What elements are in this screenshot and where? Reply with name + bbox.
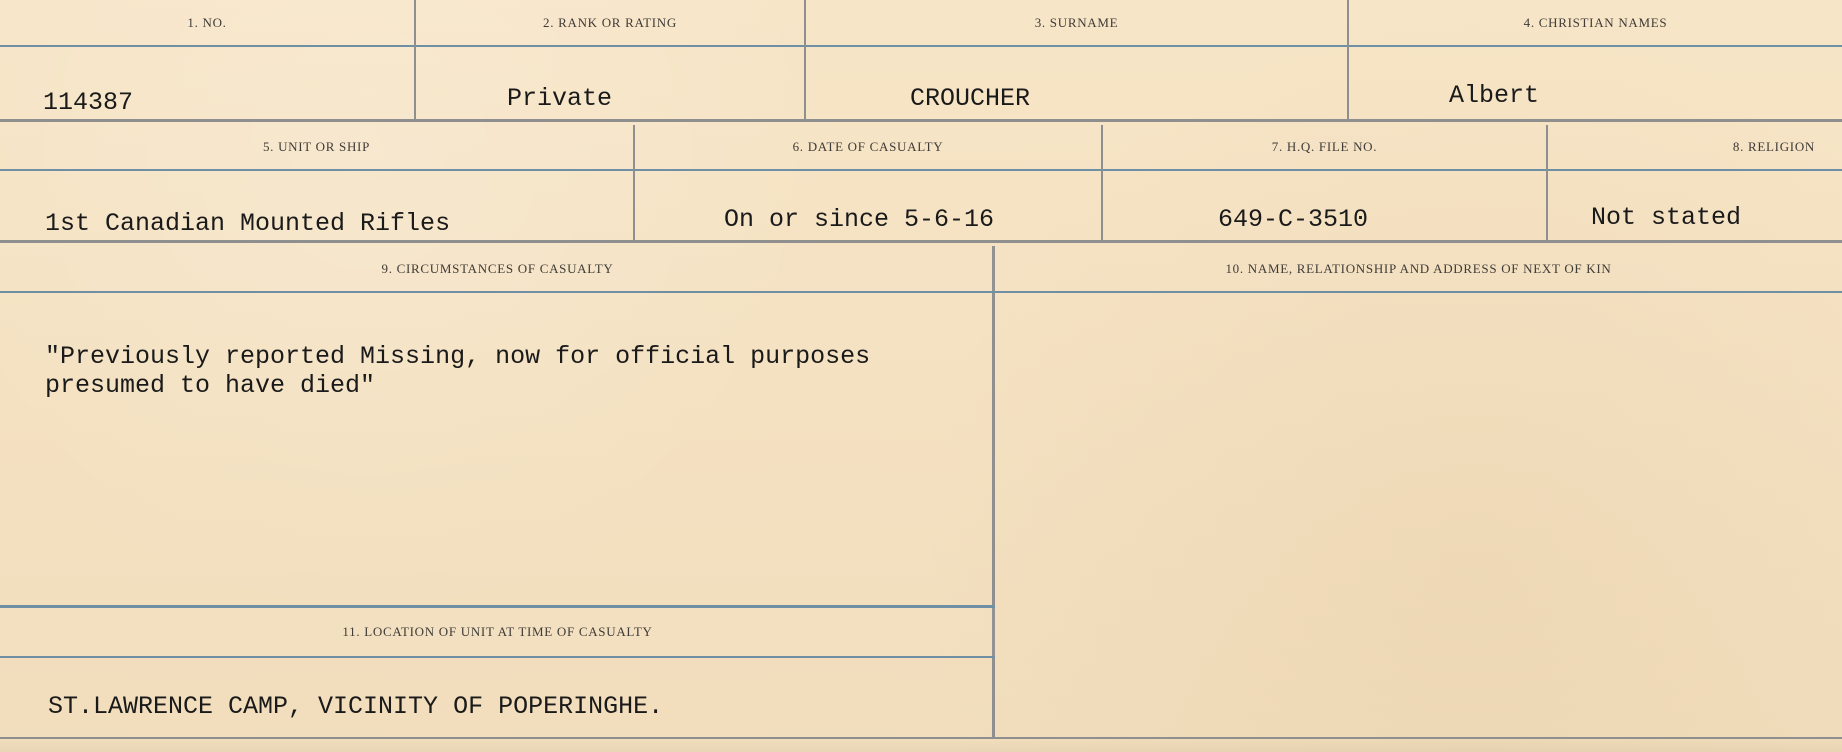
bottom-edge-shadow [0,739,1842,752]
field-christian-names-value: Albert [1449,81,1540,110]
field-number [0,0,416,119]
circumstances-label: 9. CIRCUMSTANCES OF CASUALTY [0,246,995,293]
field-hq-file-value: 649-C-3510 [1218,205,1369,234]
second-row [0,125,1842,243]
field-religion-label: 8. RELIGION [1548,125,1842,171]
field-unit-value: 1st Canadian Mounted Rifles [45,209,451,238]
field-unit [0,125,635,240]
field-rank-value: Private [507,84,613,113]
field-religion-value: Not stated [1591,203,1742,232]
field-religion [1548,125,1842,240]
next-of-kin-box [995,246,1842,737]
field-surname-value: CROUCHER [910,84,1031,113]
field-date [635,125,1103,240]
field-christian-names [1349,0,1842,119]
circumstances-box [0,246,995,608]
field-number-value: 114387 [43,88,134,117]
field-hq-file [1103,125,1548,240]
field-unit-label: 5. UNIT OR SHIP [0,125,633,171]
top-row [0,0,1842,122]
next-of-kin-label: 10. NAME, RELATIONSHIP AND ADDRESS OF NEXT OF KIN [995,246,1842,293]
field-date-value: On or since 5-6-16 [724,205,995,234]
field-hq-file-label: 7. H.Q. FILE NO. [1103,125,1546,171]
field-surname-label: 3. SURNAME [806,0,1347,47]
circumstances-value: "Previously reported Missing, now for official purposes presumed to have died" [45,342,871,400]
field-number-label: 1. NO. [0,0,414,47]
location-value: ST.LAWRENCE CAMP, VICINITY OF POPERINGHE. [48,692,664,721]
details-area [0,246,1842,739]
location-label: 11. LOCATION OF UNIT AT TIME OF CASUALTY [0,608,995,658]
field-date-label: 6. DATE OF CASUALTY [635,125,1101,171]
field-christian-names-label: 4. CHRISTIAN NAMES [1349,0,1842,47]
field-rank [416,0,806,119]
field-rank-label: 2. RANK OR RATING [416,0,804,47]
left-details-column [0,246,995,737]
location-box [0,608,995,739]
field-surname [806,0,1349,119]
